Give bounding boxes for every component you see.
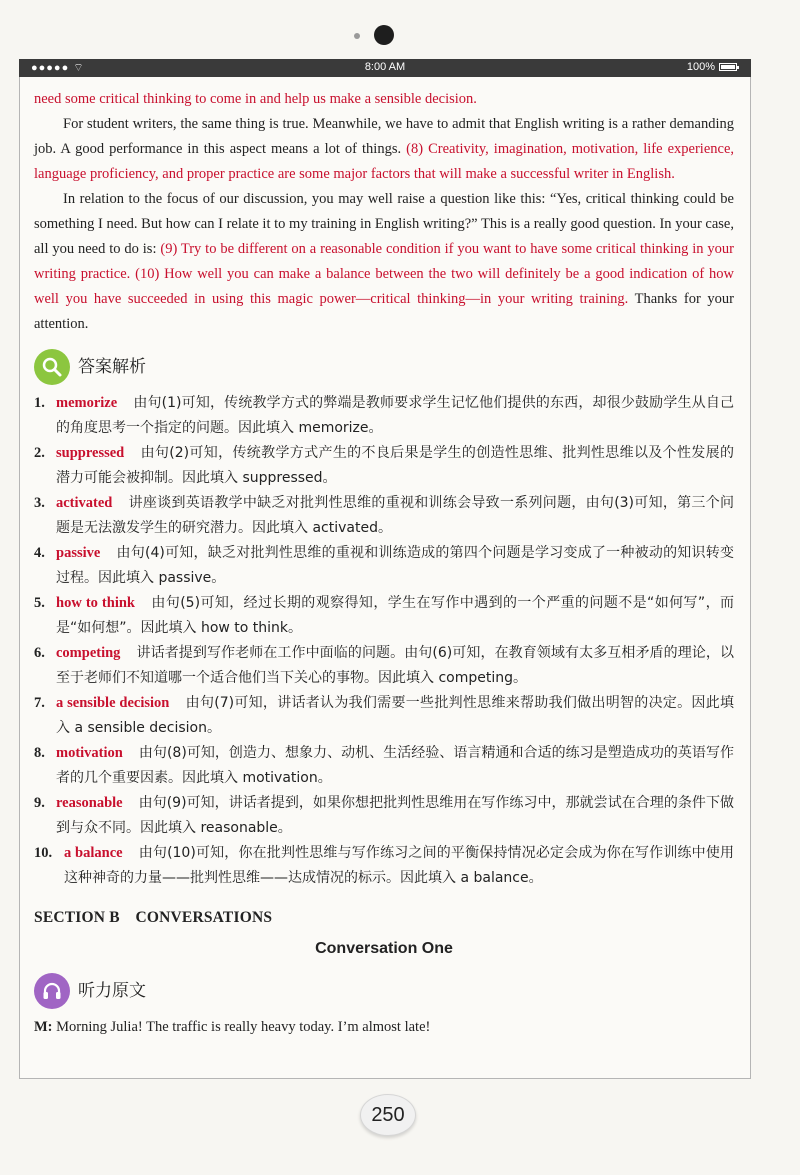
signal-wifi-indicator: ●●●●● ⌔ <box>31 62 85 74</box>
page-content <box>34 87 734 1040</box>
transcript-section-title: 听力原文 <box>78 980 146 1001</box>
status-bar <box>19 59 751 77</box>
dialog-text: Morning Julia! The traffic is really heavy today. I’m almost late! <box>56 1019 431 1035</box>
headphones-icon <box>34 973 70 1009</box>
answer-explanation: 由句(1)可知，传统教学方式的弊端是教师要求学生记忆他们提供的东西，却很少鼓励学生从自己的角度思考一个指定的问题。因此填入 memorize。 <box>56 395 734 436</box>
answer-body <box>56 791 734 841</box>
answer-body <box>56 391 734 441</box>
paragraph-2-highlight: (8) Creativity, imagination, motivation, life experience, language proficiency, and proper practice are some major factors that will make a successful writer in English. <box>34 141 735 182</box>
answer-body <box>56 491 734 541</box>
answer-explanation: 由句(8)可知，创造力、想象力、动机、生活经验、语言精通和合适的练习是塑造成功的英语写作者的几个重要因素。因此填入 motivation。 <box>56 745 734 786</box>
answer-word: activated <box>56 495 113 511</box>
answer-item <box>34 591 734 641</box>
answer-number: 2. <box>34 445 45 461</box>
answer-word: how to think <box>56 595 135 611</box>
battery-percent: 100% <box>686 61 715 73</box>
paragraph-3-text: In relation to the focus of our discussion, you may well raise a question like this: “Yes, critical thinking could be something I need. But how can I relate it to my training in English writing?” This is a really good question. In your case, all you need to do is: <box>34 191 734 257</box>
answer-item <box>34 691 734 741</box>
answer-item <box>34 791 734 841</box>
camera-lens <box>374 25 394 45</box>
paragraph-3 <box>34 187 734 337</box>
paragraph-2-text: For student writers, the same thing is true. Meanwhile, we have to admit that English writing is a rather demanding job. A good performance in this aspect means a lot of things. <box>34 116 734 157</box>
battery-status <box>687 61 737 73</box>
status-time: 8:00 AM <box>364 61 406 73</box>
answer-explanation: 由句(7)可知，讲话者认为我们需要一些批判性思维来帮助我们做出明智的决定。因此填入 a sensible decision。 <box>56 695 734 736</box>
answer-word: a sensible decision <box>56 695 170 711</box>
answer-explanation: 讲话者提到写作老师在工作中面临的问题。由句(6)可知，在教育领域有太多互相矛盾的理论，以至于老师们不知道哪一个适合他们当下关心的事物。因此填入 competing。 <box>56 645 734 686</box>
answer-explanation: 讲座谈到英语教学中缺乏对批判性思维的重视和训练会导致一系列问题，由句(3)可知，第三个问题是无法激发学生的研究潜力。因此填入 activated。 <box>56 495 734 536</box>
answer-body <box>56 691 734 741</box>
answers-section-header <box>34 349 734 385</box>
speaker-label: M: <box>34 1019 53 1035</box>
paragraph-1: need some critical thinking to come in and help us make a sensible decision. <box>34 91 477 107</box>
answer-number: 6. <box>34 645 45 661</box>
answer-number: 4. <box>34 545 45 561</box>
answers-section-title: 答案解析 <box>78 356 146 377</box>
answer-item <box>34 741 734 791</box>
answer-explanation: 由句(10)可知，你在批判性思维与写作练习之间的平衡保持情况必定会成为你在写作训练中使用这种神奇的力量——批判性思维——达成情况的标示。因此填入 a balance。 <box>64 845 734 886</box>
answer-word: reasonable <box>56 795 123 811</box>
answer-word: memorize <box>56 395 118 411</box>
dialog-line <box>34 1015 734 1040</box>
conversation-title: Conversation One <box>315 940 453 957</box>
answer-body <box>64 841 734 891</box>
answer-item <box>34 641 734 691</box>
answer-body <box>56 641 734 691</box>
paragraph-2 <box>34 112 734 187</box>
answer-explanation: 由句(5)可知，经过长期的观察得知，学生在写作中遇到的一个严重的问题不是“如何写”，而是“如何想”。因此填入 how to think。 <box>56 595 734 636</box>
answer-word: competing <box>56 645 121 661</box>
answer-body <box>56 741 734 791</box>
battery-icon <box>719 63 737 71</box>
answers-list <box>34 391 734 891</box>
answer-body <box>56 441 734 491</box>
answer-number: 3. <box>34 495 45 511</box>
answer-word: passive <box>56 545 101 561</box>
camera-sensor-dot <box>354 33 360 39</box>
answer-item <box>34 491 734 541</box>
answer-explanation: 由句(4)可知，缺乏对批判性思维的重视和训练造成的第四个问题是学习变成了一种被动的知识转变过程。因此填入 passive。 <box>56 545 734 586</box>
answer-number: 9. <box>34 795 45 811</box>
answer-number: 7. <box>34 695 45 711</box>
answer-item <box>34 541 734 591</box>
answer-word: motivation <box>56 745 123 761</box>
answer-word: suppressed <box>56 445 125 461</box>
paragraph-3-highlight: (9) Try to be different on a reasonable condition if you want to have some critical thinking in your writing practice. (10) How well you can make a balance between the two will definitely be a good indication of how well you have succeeded in using this magic power—critical thinking—in your writing training. <box>34 241 735 307</box>
answer-item <box>34 391 734 441</box>
answer-number: 1. <box>34 395 45 411</box>
answer-item <box>34 441 734 491</box>
answer-word: a balance <box>64 845 123 861</box>
answer-number: 5. <box>34 595 45 611</box>
answer-explanation: 由句(2)可知，传统教学方式产生的不良后果是学生的创造性思维、批判性思维以及个性发展的潜力可能会被抑制。因此填入 suppressed。 <box>56 445 734 486</box>
magnifier-icon <box>34 349 70 385</box>
answer-body <box>56 541 734 591</box>
answer-number: 10. <box>34 845 53 861</box>
section-b-heading: SECTION B CONVERSATIONS <box>34 909 273 926</box>
page-number: 250 <box>360 1094 416 1136</box>
answer-item <box>34 841 734 891</box>
transcript-section-header <box>34 973 734 1009</box>
answer-explanation: 由句(9)可知，讲话者提到，如果你想把批判性思维用在写作练习中，那就尝试在合理的条件下做到与众不同。因此填入 reasonable。 <box>56 795 734 836</box>
paragraph-3-closing: Thanks for your attention. <box>34 291 734 332</box>
answer-number: 8. <box>34 745 45 761</box>
answer-body <box>56 591 734 641</box>
